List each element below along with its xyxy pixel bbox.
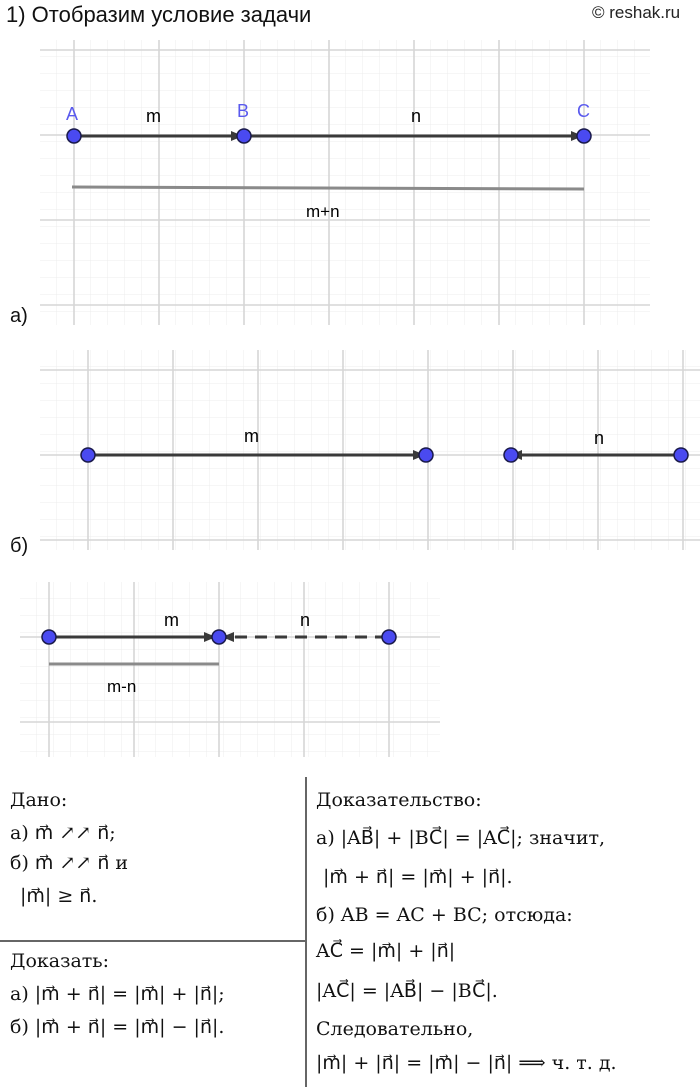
header-title: 1) Отобразим условие задачи [6,2,312,27]
label-m-plus-n: m+n [306,202,340,221]
label-vector-m: m [244,426,259,446]
point-b [237,129,251,143]
horizontal-divider [0,940,305,942]
prove-line-a: а) |m⃗ + n⃗| = |m⃗| + |n⃗|; [10,983,225,1005]
label-point-c: C [577,101,590,121]
label-vector-m: m [146,106,161,126]
prove-title: Доказать: [10,950,110,972]
watermark: © reshak.ru [592,3,681,22]
proof-line-5: |AC⃗| = |AB⃗| − |BC⃗|. [316,980,498,1002]
point-end-m [419,448,433,462]
prove-line-b: б) |m⃗ + n⃗| = |m⃗| − |n⃗|. [10,1016,225,1038]
segment-m-plus-n [72,187,584,189]
label-vector-n: n [594,428,605,448]
figure-c [0,582,460,757]
proof-line-6: Следовательно, [316,1018,474,1040]
figure-a [0,40,700,330]
point-start-n [382,630,396,644]
proof-line-1: а) |AB⃗| + |BC⃗| = |AC⃗|; значит, [316,827,606,849]
point-end-n [504,448,518,462]
figure-b [0,350,700,550]
point-start-m [81,448,95,462]
label-vector-n: n [300,610,311,630]
given-line-b-cont: |m⃗| ≥ n⃗. [20,885,98,907]
vertical-divider [305,777,307,1087]
proof-line-4: AC⃗ = |m⃗| + |n⃗| [316,940,456,962]
given-title: Дано: [10,789,68,811]
label-point-a: A [66,104,79,124]
label-vector-n: n [411,106,422,126]
label-point-b: B [237,101,250,121]
point-c [577,129,591,143]
point-start-m [42,630,56,644]
proof-line-3: б) AB = AC + BC; отсюда: [316,904,573,926]
label-vector-m: m [164,610,179,630]
point-end-m [212,630,226,644]
label-fig-b: б) [10,535,29,557]
label-fig-a: а) [10,305,28,327]
proof-line-2: |m⃗ + n⃗| = |m⃗| + |n⃗|. [323,866,513,888]
proof-title: Доказательство: [316,789,482,811]
point-a [67,129,81,143]
given-line-a: а) m⃗ ↗↗ n⃗; [10,822,116,844]
point-start-n [674,448,688,462]
proof-line-7: |m⃗| + |n⃗| = |m⃗| − |n⃗| ⟹ ч. т. д. [316,1052,617,1074]
given-line-b: б) m⃗ ↗↗ n⃗ и [10,852,129,874]
label-m-minus-n: m-n [107,677,137,696]
